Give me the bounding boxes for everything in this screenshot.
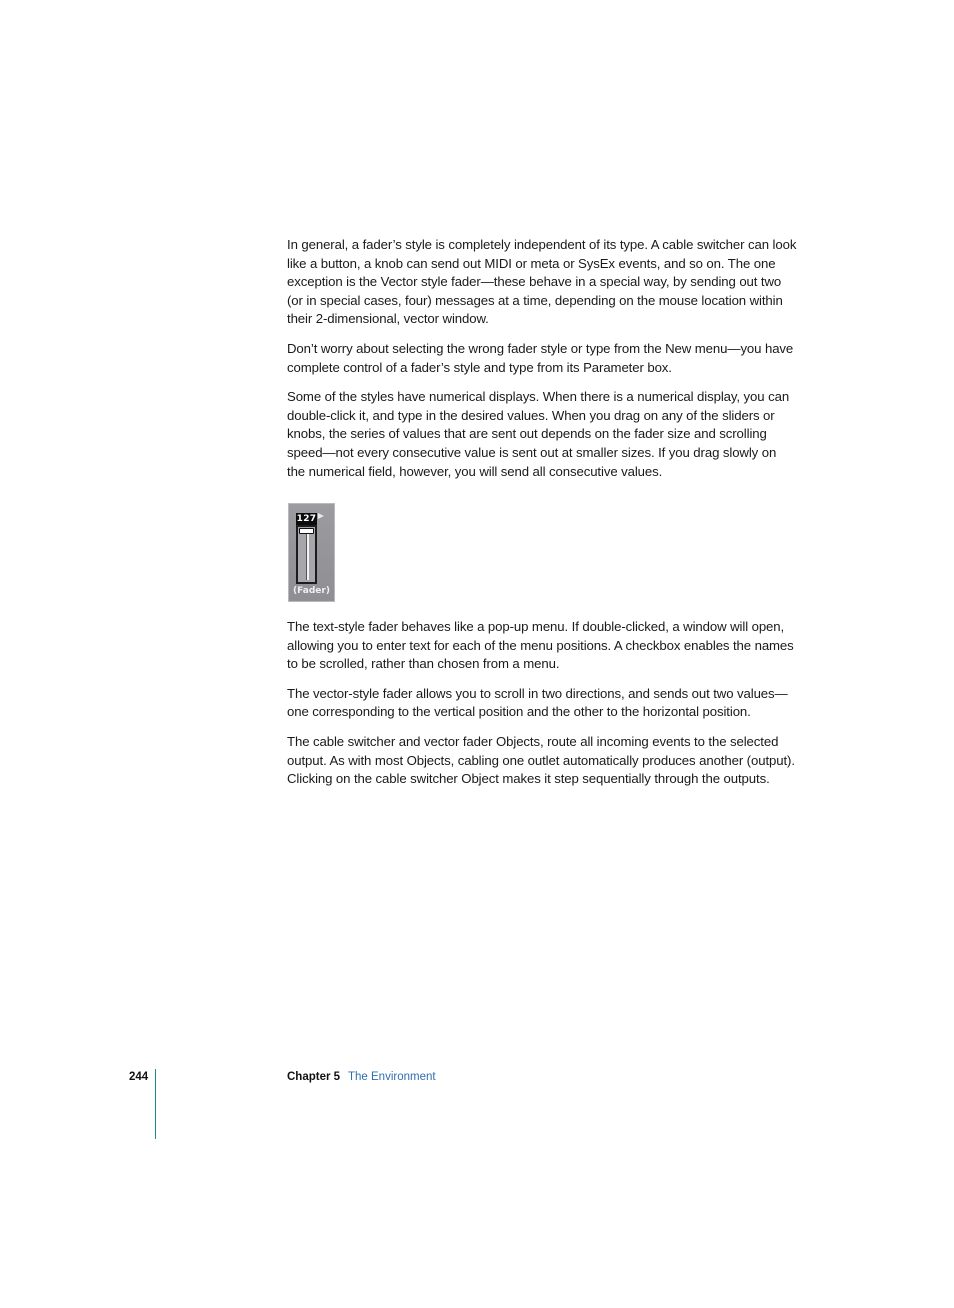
paragraph: In general, a fader’s style is completely independent of its type. A cable switcher can look like a button, a knob can send out MIDI or meta or SysEx events, and so on. The one exception is the Vector style fader—these behave in a special way, by sending out two (or in special cases, four) messages at a time, depending on the mouse location within their 2-dimensional, vector window. [287,237,797,327]
fader-label: (Fader) [293,586,330,596]
paragraph: The text-style fader behaves like a pop-up menu. If double-clicked, a window will open, allowing you to enter text for each of the menu positions. A checkbox enables the names to be scrolled, rather than chosen from a menu. [287,619,794,672]
fader-value-display: 127 [296,514,317,524]
margin-rule [155,1069,156,1139]
page-number: 244 [129,1071,149,1083]
paragraph: Don’t worry about selecting the wrong fader style or type from the New menu—you have complete control of a fader’s style and type from its Parameter box. [287,340,794,375]
paragraph: The vector-style fader allows you to scroll in two directions, and sends out two values—one corresponding to the vertical position and the other to the horizontal position. [287,685,788,720]
chapter-label: Chapter 5 [287,1071,341,1083]
paragraph: Some of the styles have numerical displays. When there is a numerical display, you can double-click it, and type in the desired values. When you drag on any of the sliders or knobs, the series of values that are sent out depends on the fader size and scrolling speed—not every consecutive value is sent out at smaller sizes. If you drag slowly on the numerical field, however, you will send all consecutive values. [287,389,790,479]
chapter-title: The Environment [348,1071,436,1083]
fader-figure [288,503,335,602]
fader-track [296,525,317,584]
fader-slot [306,531,309,580]
fader-flag-icon [318,513,324,519]
fader-handle [299,528,314,534]
body-text-continued [287,618,797,800]
body-text [287,236,797,492]
paragraph: The cable switcher and vector fader Objects, route all incoming events to the selected output. As with most Objects, cabling one outlet automatically produces another (output). Clicking on the cable switcher Object makes it step sequentially through the outputs. [287,733,795,787]
